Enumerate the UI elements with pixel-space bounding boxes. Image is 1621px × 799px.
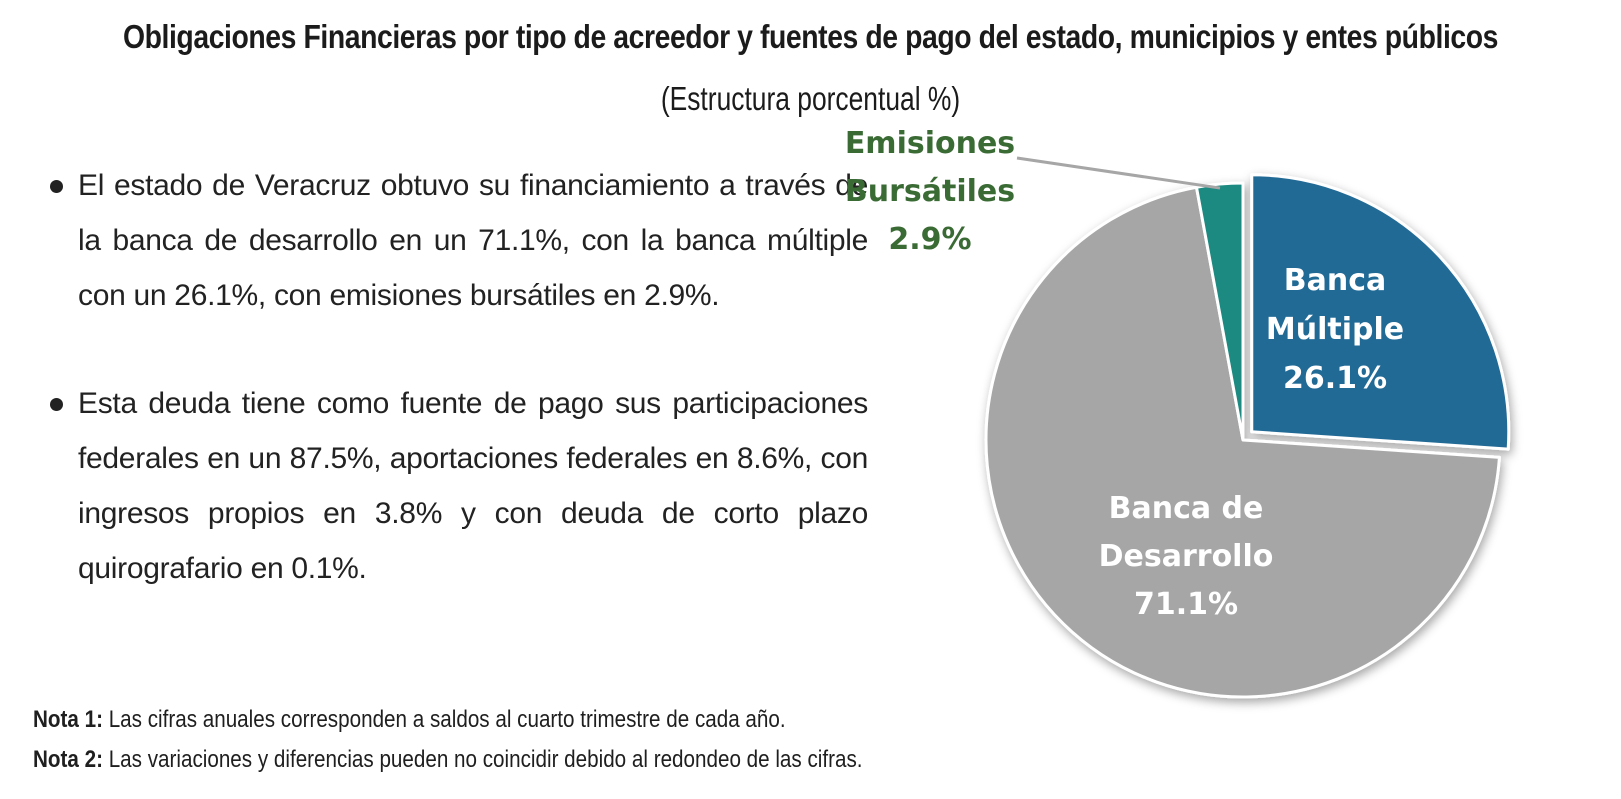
bullet-text: Esta deuda tiene como fuente de pago sus participaciones federales en un 87.5%, aportaciones federales en 8.6%, con ingresos propios en 3.8% y con deuda de corto plazo quirografario en 0.1%. [78, 387, 868, 585]
footnote-label: Nota 2: [33, 746, 103, 773]
pie-value-label: 71.1% [1133, 587, 1239, 622]
pie-category-label: Emisiones [844, 126, 1016, 161]
pie-label-emisiones-bursatiles [845, 126, 1015, 257]
pie-category-label: Múltiple [1265, 312, 1405, 347]
pie-category-label: Banca de [1108, 491, 1264, 526]
footnote-label: Nota 1: [33, 706, 103, 733]
pie-value-label: 2.9% [888, 222, 972, 257]
chart-title: Obligaciones Financieras por tipo de acreedor y fuentes de pago del estado, municipios y entes públicos [122, 18, 1499, 55]
chart-subtitle: (Estructura porcentual %) [660, 80, 961, 117]
pie-category-label: Desarrollo [1098, 539, 1274, 574]
bullet-text: El estado de Veracruz obtuvo su financiamiento a través de la banca de desarrollo en un 71.1%, con la banca múltiple con un 26.1%, con emisiones bursátiles en 2.9%. [78, 169, 868, 312]
pie-category-label: Banca [1283, 263, 1387, 298]
footnote-text: Las variaciones y diferencias pueden no coincidir debido al redondeo de las cifras. [102, 746, 863, 773]
pie-value-label: 26.1% [1282, 361, 1388, 396]
callout-leader-line [1017, 158, 1220, 188]
footnote-text: Las cifras anuales corresponden a saldos al cuarto trimestre de cada año. [102, 706, 786, 733]
pie-category-label: Bursátiles [844, 174, 1016, 209]
pie-label-banca-multiple [1266, 263, 1404, 396]
